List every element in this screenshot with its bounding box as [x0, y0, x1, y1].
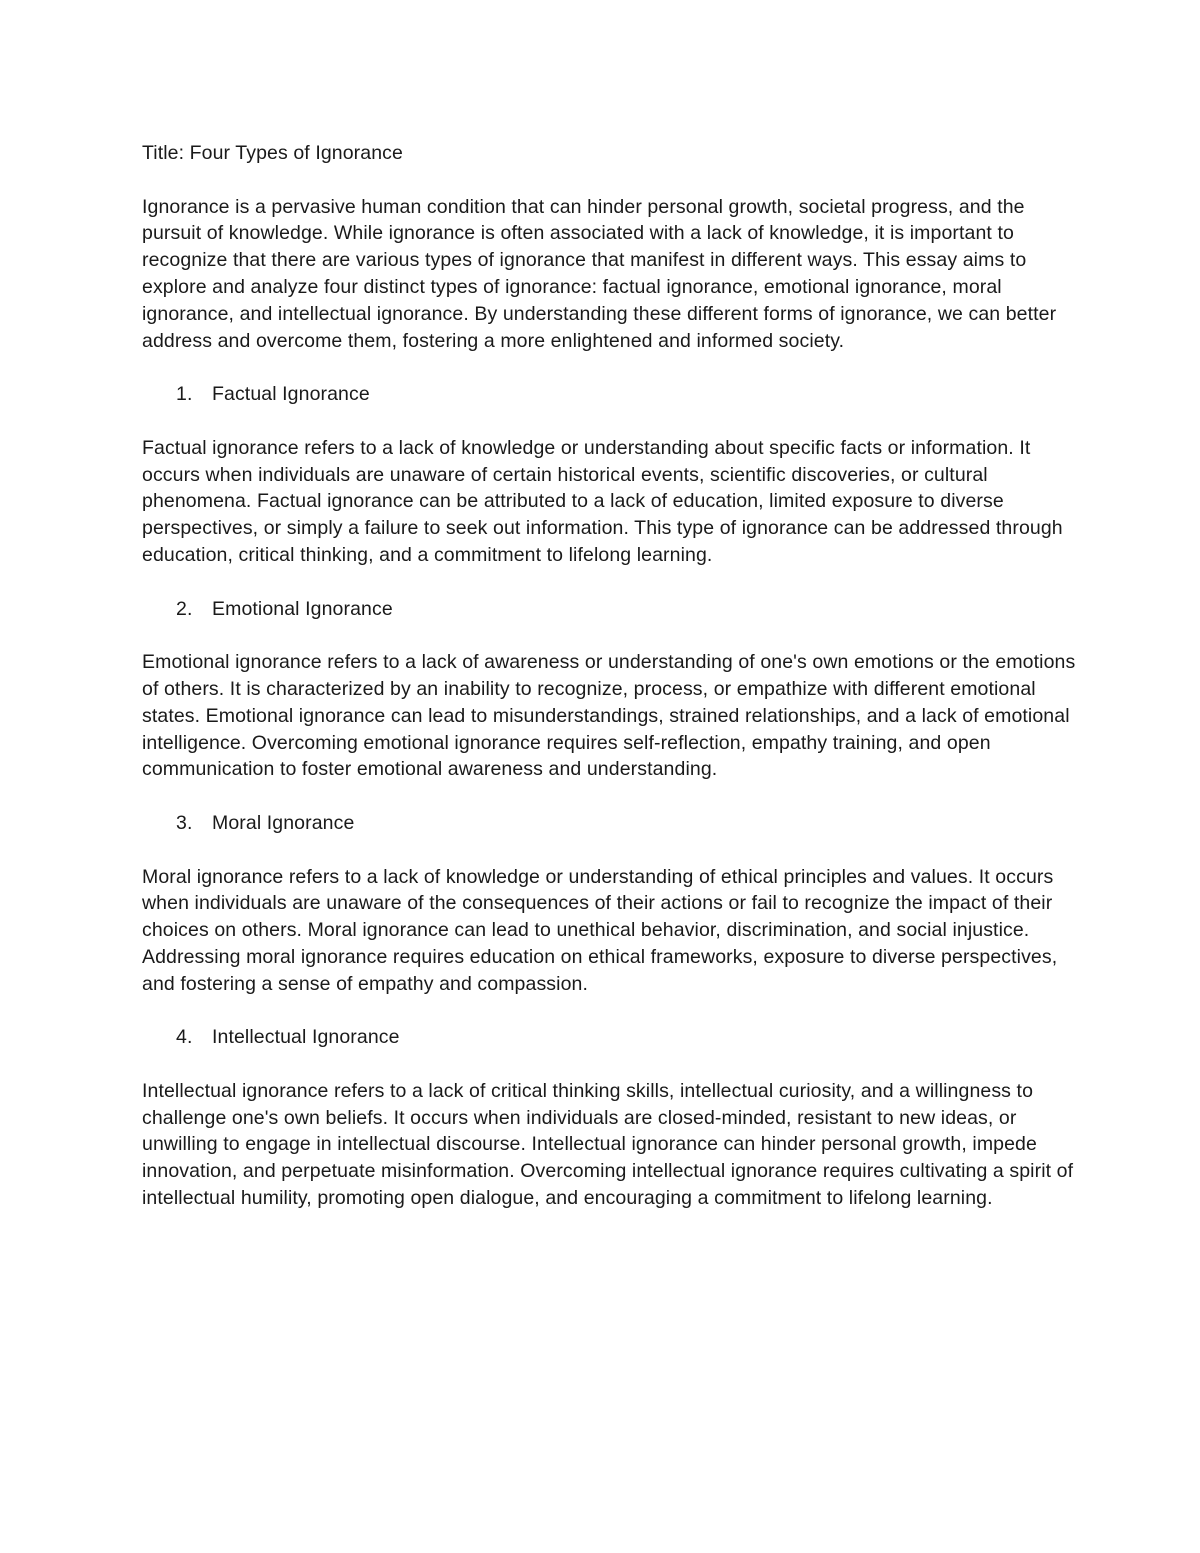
section-number: 4. [176, 1026, 193, 1049]
section-heading-text: Intellectual Ignorance [212, 1026, 400, 1049]
section-heading-emotional [142, 596, 1077, 623]
intro-paragraph: Ignorance is a pervasive human condition that can hinder personal growth, societal progress, and the pursuit of knowledge. While ignorance is often associated with a lack of knowledge, it is important to recognize that there are various types of ignorance that manifest in different ways. This essay aims to explore and analyze four distinct types of ignorance: factual ignorance, emotional ignorance, moral ignorance, and intellectual ignorance. By understanding these different forms of ignorance, we can better address and overcome them, fostering a more enlightened and informed society. [142, 195, 1057, 352]
section-number: 2. [176, 597, 193, 620]
section-heading-moral [142, 810, 1077, 837]
section-heading-text: Factual Ignorance [212, 383, 370, 406]
section-number: 3. [176, 811, 193, 834]
section-body-factual: Factual ignorance refers to a lack of knowledge or understanding about specific facts or information. It occurs when individuals are unaware of certain historical events, scientific discoveries, or cultural phenomena. Factual ignorance can be attributed to a lack of education, limited exposure to diverse perspectives, or simply a failure to seek out information. This type of ignorance can be addressed through education, critical thinking, and a commitment to lifelong learning. [142, 436, 1063, 566]
section-heading-text: Emotional Ignorance [212, 597, 393, 620]
document-title: Title: Four Types of Ignorance [142, 142, 403, 164]
section-body-moral: Moral ignorance refers to a lack of knowledge or understanding of ethical principles and values. It occurs when individuals are unaware of the consequences of their actions or fail to recognize the impact of their choices on others. Moral ignorance can lead to unethical behavior, discrimination, and social injustice. Addressing moral ignorance requires education on ethical frameworks, exposure to diverse perspectives, and fostering a sense of empathy and compassion. [142, 865, 1058, 995]
section-heading-text: Moral Ignorance [212, 811, 355, 834]
section-body-intellectual: Intellectual ignorance refers to a lack of critical thinking skills, intellectual curiosity, and a willingness to challenge one's own beliefs. It occurs when individuals are closed-minded, resistant to new ideas, or unwilling to engage in intellectual discourse. Intellectual ignorance can hinder personal growth, impede innovation, and perpetuate misinformation. Overcoming intellectual ignorance requires cultivating a spirit of intellectual humility, promoting open dialogue, and encouraging a commitment to lifelong learning. [142, 1079, 1074, 1210]
section-number: 1. [176, 383, 193, 406]
section-heading-intellectual [142, 1024, 1077, 1051]
section-heading-factual [142, 381, 1077, 408]
document-body [142, 140, 1077, 1239]
section-body-emotional: Emotional ignorance refers to a lack of awareness or understanding of one's own emotions or the emotions of others. It is characterized by an inability to recognize, process, or empathize with different emotional states. Emotional ignorance can lead to misunderstandings, strained relationships, and a lack of emotional intelligence. Overcoming emotional ignorance requires self-reflection, empathy training, and open communication to foster emotional awareness and understanding. [142, 651, 1076, 781]
